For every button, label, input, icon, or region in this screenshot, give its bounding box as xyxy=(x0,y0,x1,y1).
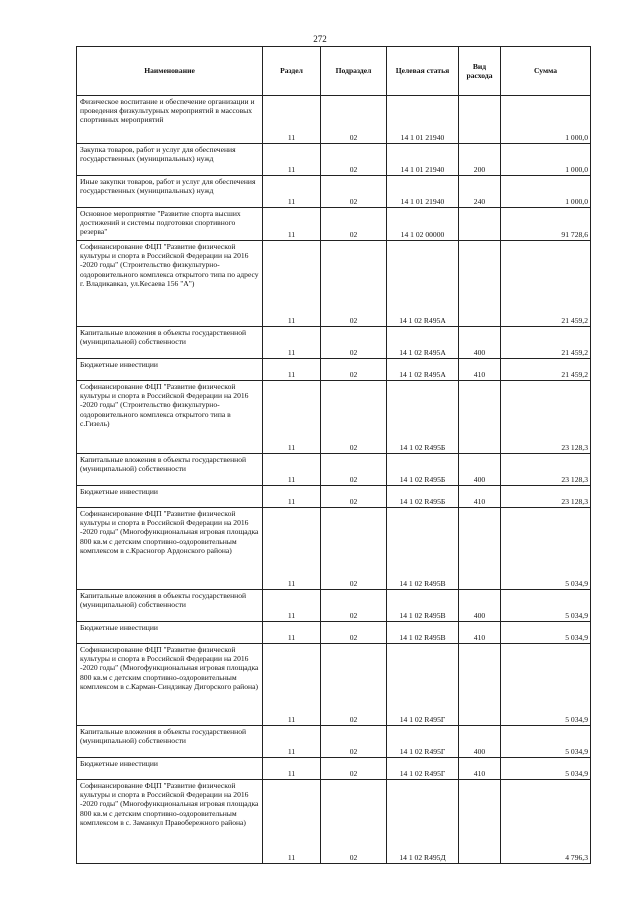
row-sum: 23 128,3 xyxy=(501,454,591,486)
table-row xyxy=(77,622,591,644)
table-row xyxy=(77,454,591,486)
row-name: Основное мероприятие "Развитие спорта высших достижений и системы подготовки спортивного резерва" xyxy=(77,208,263,241)
row-sum: 21 459,2 xyxy=(501,241,591,327)
row-target: 14 1 02 R495Г xyxy=(387,644,459,726)
row-name: Бюджетные инвестиции xyxy=(77,486,263,508)
row-vid xyxy=(459,96,501,144)
row-name: Физическое воспитание и обеспечение организации и проведения физкультурных мероприятий в массовых спортивных мероприятий xyxy=(77,96,263,144)
row-razdel: 11 xyxy=(263,644,321,726)
row-target: 14 1 02 R495В xyxy=(387,622,459,644)
table-row xyxy=(77,780,591,864)
row-razdel: 11 xyxy=(263,96,321,144)
page-number: 272 xyxy=(313,34,327,44)
row-target: 14 1 02 R495Б xyxy=(387,486,459,508)
row-name: Бюджетные инвестиции xyxy=(77,359,263,381)
row-vid xyxy=(459,780,501,864)
row-name: Иные закупки товаров, работ и услуг для обеспечения государственных (муниципальных) нужд xyxy=(77,176,263,208)
row-vid: 410 xyxy=(459,758,501,780)
row-podrazdel: 02 xyxy=(321,726,387,758)
row-podrazdel: 02 xyxy=(321,327,387,359)
row-sum: 21 459,2 xyxy=(501,327,591,359)
row-razdel: 11 xyxy=(263,359,321,381)
header-razdel: Раздел xyxy=(263,47,321,96)
row-razdel: 11 xyxy=(263,454,321,486)
row-vid xyxy=(459,381,501,454)
table-row xyxy=(77,327,591,359)
row-podrazdel: 02 xyxy=(321,96,387,144)
row-podrazdel: 02 xyxy=(321,486,387,508)
row-target: 14 1 02 R495В xyxy=(387,590,459,622)
row-razdel: 11 xyxy=(263,327,321,359)
header-vid: Вид расхода xyxy=(459,47,501,96)
row-target: 14 1 02 R495А xyxy=(387,241,459,327)
row-sum: 5 034,9 xyxy=(501,644,591,726)
row-sum: 23 128,3 xyxy=(501,381,591,454)
header-name: Наименование xyxy=(77,47,263,96)
row-sum: 4 796,3 xyxy=(501,780,591,864)
row-podrazdel: 02 xyxy=(321,644,387,726)
row-name: Софинансирование ФЦП "Развитие физической культуры и спорта в Российской Федерации на 2016 -2020 годы" (Многофункциональная игровая площадка 800 кв.м с детским спортивно-оздоровительным комплексом в с. Заманкул Правобережного района) xyxy=(77,780,263,864)
row-sum: 21 459,2 xyxy=(501,359,591,381)
row-podrazdel: 02 xyxy=(321,241,387,327)
header-podrazdel: Подраздел xyxy=(321,47,387,96)
row-razdel: 11 xyxy=(263,758,321,780)
row-podrazdel: 02 xyxy=(321,144,387,176)
row-name: Софинансирование ФЦП "Развитие физической культуры и спорта в Российской Федерации на 2016 -2020 годы" (Строительство физкультурно-оздоровительного комплекса открытого типа в с.Гизель) xyxy=(77,381,263,454)
row-razdel: 11 xyxy=(263,726,321,758)
row-podrazdel: 02 xyxy=(321,758,387,780)
row-podrazdel: 02 xyxy=(321,454,387,486)
row-vid: 410 xyxy=(459,486,501,508)
row-sum: 5 034,9 xyxy=(501,758,591,780)
table-row xyxy=(77,644,591,726)
row-vid xyxy=(459,241,501,327)
row-razdel: 11 xyxy=(263,486,321,508)
row-razdel: 11 xyxy=(263,622,321,644)
table-row xyxy=(77,96,591,144)
row-target: 14 1 02 R495Д xyxy=(387,780,459,864)
row-sum: 5 034,9 xyxy=(501,590,591,622)
row-vid: 240 xyxy=(459,176,501,208)
row-sum: 91 728,6 xyxy=(501,208,591,241)
row-target: 14 1 02 R495Г xyxy=(387,758,459,780)
row-vid: 410 xyxy=(459,622,501,644)
row-name: Капитальные вложения в объекты государственной (муниципальной) собственности xyxy=(77,327,263,359)
row-vid xyxy=(459,508,501,590)
row-podrazdel: 02 xyxy=(321,780,387,864)
row-sum: 5 034,9 xyxy=(501,508,591,590)
row-razdel: 11 xyxy=(263,208,321,241)
table-row xyxy=(77,590,591,622)
table-row xyxy=(77,758,591,780)
row-name: Капитальные вложения в объекты государственной (муниципальной) собственности xyxy=(77,454,263,486)
row-name: Софинансирование ФЦП "Развитие физической культуры и спорта в Российской Федерации на 2016 -2020 годы" (Многофункциональная игровая площадка 800 кв.м с детским спортивно-оздоровительным комплексом в с.Красногор Ардонского района) xyxy=(77,508,263,590)
row-name: Софинансирование ФЦП "Развитие физической культуры и спорта в Российской Федерации на 2016 -2020 годы" (Многофункциональная игровая площадка 800 кв.м с детским спортивно-оздоровительным комплексом в с.Карман-Синдзикау Дигорского района) xyxy=(77,644,263,726)
row-sum: 1 000,0 xyxy=(501,176,591,208)
table-row xyxy=(77,208,591,241)
row-name: Бюджетные инвестиции xyxy=(77,622,263,644)
budget-table xyxy=(76,46,591,864)
row-podrazdel: 02 xyxy=(321,208,387,241)
row-podrazdel: 02 xyxy=(321,508,387,590)
header-target: Целевая статья xyxy=(387,47,459,96)
row-target: 14 1 02 R495А xyxy=(387,327,459,359)
table-row xyxy=(77,144,591,176)
row-razdel: 11 xyxy=(263,144,321,176)
table-row xyxy=(77,726,591,758)
table-row xyxy=(77,508,591,590)
row-sum: 1 000,0 xyxy=(501,144,591,176)
row-razdel: 11 xyxy=(263,780,321,864)
row-podrazdel: 02 xyxy=(321,359,387,381)
row-razdel: 11 xyxy=(263,508,321,590)
row-target: 14 1 02 00000 xyxy=(387,208,459,241)
row-sum: 5 034,9 xyxy=(501,726,591,758)
row-target: 14 1 01 21940 xyxy=(387,176,459,208)
row-target: 14 1 01 21940 xyxy=(387,96,459,144)
row-target: 14 1 01 21940 xyxy=(387,144,459,176)
row-vid: 400 xyxy=(459,726,501,758)
row-vid xyxy=(459,644,501,726)
row-razdel: 11 xyxy=(263,241,321,327)
row-name: Капитальные вложения в объекты государственной (муниципальной) собственности xyxy=(77,590,263,622)
table-row xyxy=(77,176,591,208)
row-razdel: 11 xyxy=(263,176,321,208)
header-sum: Сумма xyxy=(501,47,591,96)
row-vid xyxy=(459,208,501,241)
row-vid: 200 xyxy=(459,144,501,176)
table-header-row xyxy=(77,47,591,96)
table-row xyxy=(77,381,591,454)
row-vid: 400 xyxy=(459,454,501,486)
table-row xyxy=(77,359,591,381)
row-target: 14 1 02 R495А xyxy=(387,359,459,381)
table-row xyxy=(77,486,591,508)
row-podrazdel: 02 xyxy=(321,622,387,644)
row-target: 14 1 02 R495Б xyxy=(387,381,459,454)
row-target: 14 1 02 R495В xyxy=(387,508,459,590)
row-name: Бюджетные инвестиции xyxy=(77,758,263,780)
row-podrazdel: 02 xyxy=(321,381,387,454)
table-row xyxy=(77,241,591,327)
row-name: Софинансирование ФЦП "Развитие физической культуры и спорта в Российской Федерации на 2016 -2020 годы" (Строительство физкультурно-оздоровительного комплекса открытого типа по адресу г. Владикавказ, ул.Кесаева 156 "А") xyxy=(77,241,263,327)
row-vid: 400 xyxy=(459,590,501,622)
row-razdel: 11 xyxy=(263,381,321,454)
row-vid: 400 xyxy=(459,327,501,359)
row-sum: 5 034,9 xyxy=(501,622,591,644)
row-sum: 1 000,0 xyxy=(501,96,591,144)
row-podrazdel: 02 xyxy=(321,590,387,622)
row-name: Капитальные вложения в объекты государственной (муниципальной) собственности xyxy=(77,726,263,758)
row-vid: 410 xyxy=(459,359,501,381)
row-razdel: 11 xyxy=(263,590,321,622)
row-target: 14 1 02 R495Б xyxy=(387,454,459,486)
row-name: Закупка товаров, работ и услуг для обеспечения государственных (муниципальных) нужд xyxy=(77,144,263,176)
row-sum: 23 128,3 xyxy=(501,486,591,508)
row-target: 14 1 02 R495Г xyxy=(387,726,459,758)
row-podrazdel: 02 xyxy=(321,176,387,208)
